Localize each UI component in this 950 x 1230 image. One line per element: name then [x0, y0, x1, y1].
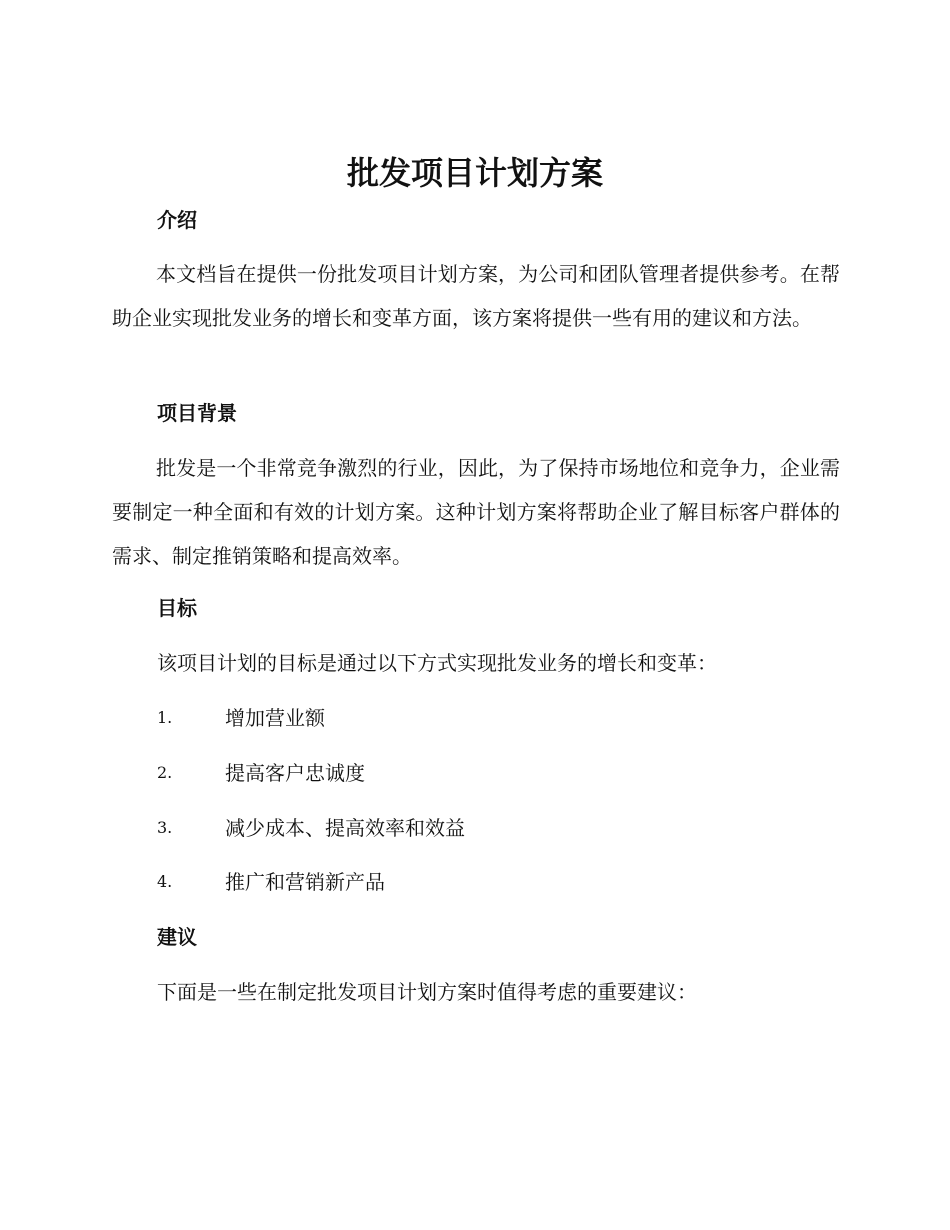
- list-item-number: 1.: [157, 708, 173, 727]
- list-item-number: 2.: [157, 763, 173, 782]
- document-title: 批发项目计划方案: [346, 154, 603, 192]
- list-item: [157, 703, 757, 733]
- list-item-number: 3.: [157, 818, 173, 837]
- paragraph-intro: 本文档旨在提供一份批发项目计划方案，为公司和团队管理者提供参考。在帮助企业实现批发业务的增长和变革方面，该方案将提供一些有用的建议和方法。: [112, 262, 840, 330]
- list-item-text: 提高客户忠诚度: [225, 761, 365, 785]
- list-item-number: 4.: [157, 872, 173, 891]
- list-item: [157, 758, 757, 788]
- list-item-text: 增加营业额: [225, 706, 325, 730]
- list-item-text: 推广和营销新产品: [225, 870, 385, 894]
- heading-suggestions: 建议: [157, 925, 197, 949]
- suggestions-intro: 下面是一些在制定批发项目计划方案时值得考虑的重要建议：: [157, 980, 697, 1004]
- heading-background: 项目背景: [157, 401, 237, 425]
- list-item: [157, 867, 757, 897]
- heading-intro: 介绍: [157, 208, 197, 232]
- heading-goals: 目标: [157, 596, 197, 620]
- paragraph-background: 批发是一个非常竞争激烈的行业，因此，为了保持市场地位和竞争力，企业需要制定一种全面和有效的计划方案。这种计划方案将帮助企业了解目标客户群体的需求、制定推销策略和提高效率。: [112, 456, 840, 568]
- list-item: [157, 813, 757, 843]
- goals-intro: 该项目计划的目标是通过以下方式实现批发业务的增长和变革：: [157, 651, 717, 675]
- list-item-text: 减少成本、提高效率和效益: [225, 816, 465, 840]
